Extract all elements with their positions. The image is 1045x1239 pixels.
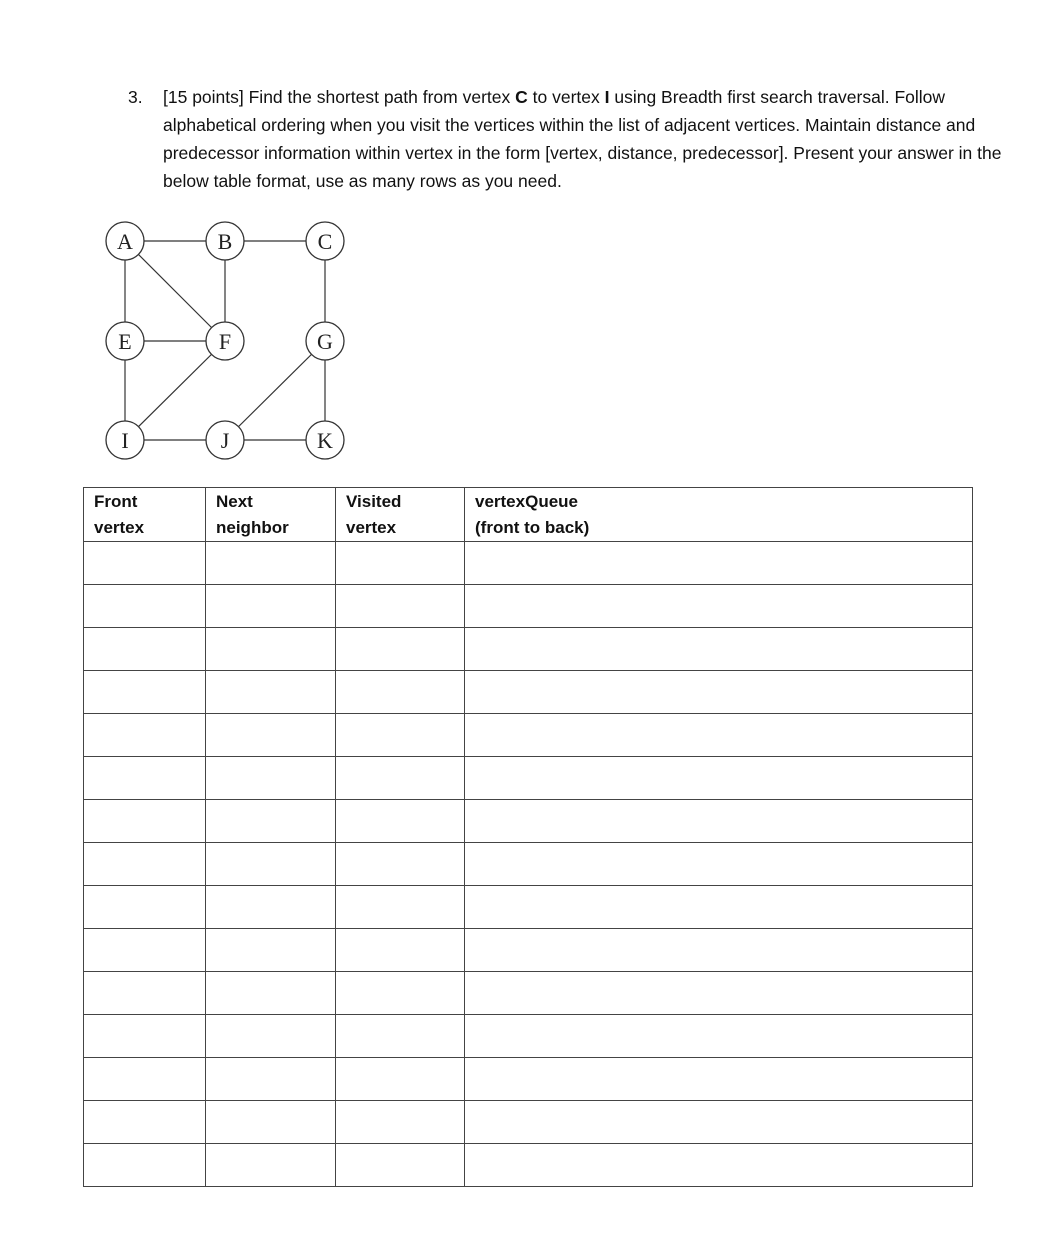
- graph-vertex-k: [306, 421, 344, 459]
- table-cell[interactable]: [465, 1144, 973, 1187]
- header-visited-vertex: [336, 488, 465, 542]
- table-cell[interactable]: [206, 585, 336, 628]
- vertex-label: B: [217, 229, 233, 254]
- table-cell[interactable]: [465, 972, 973, 1015]
- table-row: [84, 671, 973, 714]
- header-line: (front to back): [475, 518, 590, 537]
- question-text-part: using Breadth first search traversal. Follow alphabetical ordering when you visit the vertices within the list of adjacent vertices. Maintain distance and predecessor information within vertex in the form [vertex, distance, predecessor]. Present your answer in the below table format, use as many rows as you need.: [163, 87, 1002, 191]
- table-cell[interactable]: [84, 714, 206, 757]
- question-points: [15 points]: [163, 87, 244, 107]
- header-line: vertexQueue: [475, 492, 578, 511]
- table-cell[interactable]: [84, 1144, 206, 1187]
- header-front-vertex: [84, 488, 206, 542]
- table-cell[interactable]: [84, 628, 206, 671]
- table-cell[interactable]: [465, 757, 973, 800]
- table-cell[interactable]: [465, 1015, 973, 1058]
- source-vertex: C: [515, 87, 528, 107]
- table-cell[interactable]: [336, 671, 465, 714]
- table-cell[interactable]: [336, 628, 465, 671]
- graph-edge-f-i: [125, 341, 225, 440]
- table-cell[interactable]: [84, 671, 206, 714]
- graph-vertex-b: [206, 222, 244, 260]
- table-cell[interactable]: [206, 886, 336, 929]
- vertex-label: E: [118, 329, 132, 354]
- table-row: [84, 628, 973, 671]
- table-cell[interactable]: [465, 1101, 973, 1144]
- table-row: [84, 1101, 973, 1144]
- table-cell[interactable]: [84, 972, 206, 1015]
- table-cell[interactable]: [84, 886, 206, 929]
- table-cell[interactable]: [206, 757, 336, 800]
- table-cell[interactable]: [84, 800, 206, 843]
- table-cell[interactable]: [465, 671, 973, 714]
- table-cell[interactable]: [84, 1015, 206, 1058]
- table-cell[interactable]: [465, 542, 973, 585]
- table-cell[interactable]: [336, 886, 465, 929]
- vertex-label: F: [218, 329, 232, 354]
- question-text-part: to vertex: [527, 87, 605, 107]
- table-cell[interactable]: [465, 929, 973, 972]
- table-cell[interactable]: [336, 714, 465, 757]
- graph-vertex-c: [306, 222, 344, 260]
- table-row: [84, 542, 973, 585]
- table-cell[interactable]: [206, 714, 336, 757]
- table-cell[interactable]: [206, 1101, 336, 1144]
- header-vertex-queue: [465, 488, 973, 542]
- table-row: [84, 1058, 973, 1101]
- table-header-row: [84, 488, 973, 542]
- table-cell[interactable]: [206, 1144, 336, 1187]
- graph-svg: [95, 213, 355, 468]
- question-block: [128, 83, 1043, 195]
- table-cell[interactable]: [336, 1101, 465, 1144]
- table-row: [84, 800, 973, 843]
- vertex-label: G: [317, 329, 333, 354]
- table-cell[interactable]: [206, 1015, 336, 1058]
- table-row: [84, 757, 973, 800]
- table-cell[interactable]: [84, 1101, 206, 1144]
- table-cell[interactable]: [336, 972, 465, 1015]
- table-row: [84, 843, 973, 886]
- table-row: [84, 886, 973, 929]
- table-cell[interactable]: [206, 929, 336, 972]
- graph-diagram: [95, 213, 355, 468]
- question-text: [163, 83, 1043, 195]
- table-cell[interactable]: [206, 1058, 336, 1101]
- table-cell[interactable]: [206, 843, 336, 886]
- table-cell[interactable]: [84, 1058, 206, 1101]
- table-cell[interactable]: [206, 628, 336, 671]
- table-cell[interactable]: [465, 1058, 973, 1101]
- graph-edge-a-f: [125, 241, 225, 341]
- table-cell[interactable]: [465, 585, 973, 628]
- table-cell[interactable]: [336, 800, 465, 843]
- table-cell[interactable]: [336, 1015, 465, 1058]
- graph-vertex-i: [106, 421, 144, 459]
- bfs-table: [83, 487, 973, 1187]
- table-cell[interactable]: [336, 585, 465, 628]
- question-text-part: Find the shortest path from vertex: [243, 87, 516, 107]
- graph-vertex-f: [206, 322, 244, 360]
- target-vertex: I: [604, 87, 610, 107]
- vertex-label: J: [220, 428, 230, 453]
- table-cell[interactable]: [206, 671, 336, 714]
- graph-vertex-g: [306, 322, 344, 360]
- table-cell[interactable]: [336, 1144, 465, 1187]
- header-line: vertex: [94, 518, 145, 537]
- table-row: [84, 585, 973, 628]
- table-cell[interactable]: [336, 1058, 465, 1101]
- header-line: Visited: [346, 492, 402, 511]
- graph-vertex-a: [106, 222, 144, 260]
- table-cell[interactable]: [465, 628, 973, 671]
- table-cell[interactable]: [336, 843, 465, 886]
- header-line: Front: [94, 492, 138, 511]
- table-cell[interactable]: [84, 542, 206, 585]
- table-cell[interactable]: [465, 800, 973, 843]
- vertex-label: C: [317, 229, 333, 254]
- vertex-label: A: [117, 229, 133, 254]
- header-line: neighbor: [216, 518, 289, 537]
- table-cell[interactable]: [84, 929, 206, 972]
- table-cell[interactable]: [206, 542, 336, 585]
- table-cell[interactable]: [84, 585, 206, 628]
- question-number: 3.: [128, 87, 143, 107]
- table-cell[interactable]: [84, 757, 206, 800]
- vertex-label: K: [317, 428, 333, 453]
- vertex-label: I: [121, 428, 129, 453]
- header-next-neighbor: [206, 488, 336, 542]
- table-cell[interactable]: [465, 886, 973, 929]
- table-row: [84, 1015, 973, 1058]
- table-cell[interactable]: [336, 929, 465, 972]
- table-row: [84, 929, 973, 972]
- graph-vertex-e: [106, 322, 144, 360]
- table-body: [84, 542, 973, 1187]
- table-cell[interactable]: [336, 757, 465, 800]
- graph-edge-j-g: [225, 341, 325, 440]
- table-cell[interactable]: [465, 714, 973, 757]
- table-row: [84, 972, 973, 1015]
- table-cell[interactable]: [336, 542, 465, 585]
- table-cell[interactable]: [84, 843, 206, 886]
- header-line: Next: [216, 492, 253, 511]
- table-cell[interactable]: [206, 800, 336, 843]
- header-line: vertex: [346, 518, 397, 537]
- table-row: [84, 1144, 973, 1187]
- table-row: [84, 714, 973, 757]
- table-cell[interactable]: [206, 972, 336, 1015]
- table-cell[interactable]: [465, 843, 973, 886]
- graph-vertex-j: [206, 421, 244, 459]
